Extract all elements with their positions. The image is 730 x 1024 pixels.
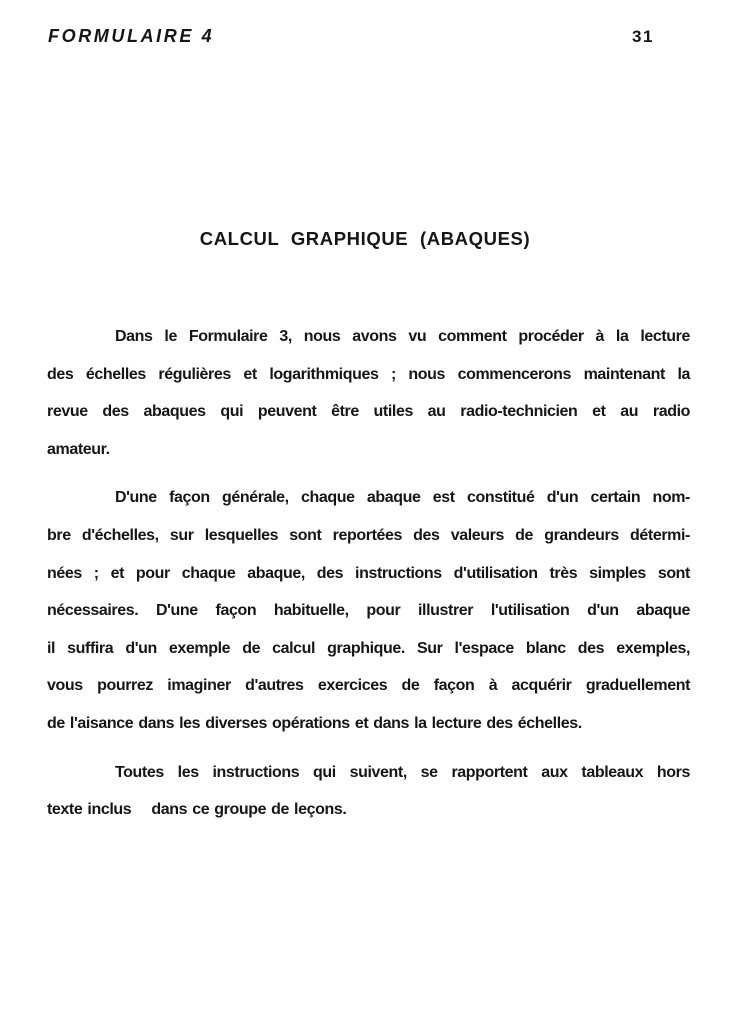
text-line: texte inclus dans ce groupe de leçons. (47, 801, 347, 819)
paragraph-1 (47, 318, 690, 468)
text-line: Dans le Formulaire 3, nous avons vu comment procéder à la lecture (115, 328, 690, 345)
text-line: amateur. (47, 440, 110, 458)
text-line: nées ; et pour chaque abaque, des instructions d'utilisation très simples sont (47, 564, 690, 582)
text-line: de l'aisance dans les diverses opérations et dans la lecture des échelles. (47, 714, 582, 732)
body-text (47, 318, 690, 840)
running-head-title: FORMULAIRE 4 (48, 26, 215, 46)
text-line: il suffira d'un exemple de calcul graphique. Sur l'espace blanc des exemples, (47, 639, 690, 657)
text-line: bre d'échelles, sur lesquelles sont reportées des valeurs de grandeurs détermi- (47, 526, 690, 544)
text-line: Toutes les instructions qui suivent, se rapportent aux tableaux hors (115, 763, 690, 781)
page-number: 31 (632, 27, 654, 46)
text-line: des échelles régulières et logarithmiques ; nous commencerons maintenant la (47, 365, 690, 383)
chapter-title: CALCUL GRAPHIQUE (ABAQUES) (199, 228, 531, 249)
text-line: vous pourrez imaginer d'autres exercices de façon à acquérir graduellement (47, 677, 690, 695)
text-line: D'une façon générale, chaque abaque est constitué d'un certain nom- (115, 489, 690, 507)
paragraph-3 (47, 754, 690, 829)
text-line: revue des abaques qui peuvent être utiles au radio-technicien et au radio (47, 403, 690, 421)
text-line: nécessaires. D'une façon habituelle, pour illustrer l'utilisation d'un abaque (47, 602, 690, 620)
paragraph-2 (47, 479, 690, 742)
